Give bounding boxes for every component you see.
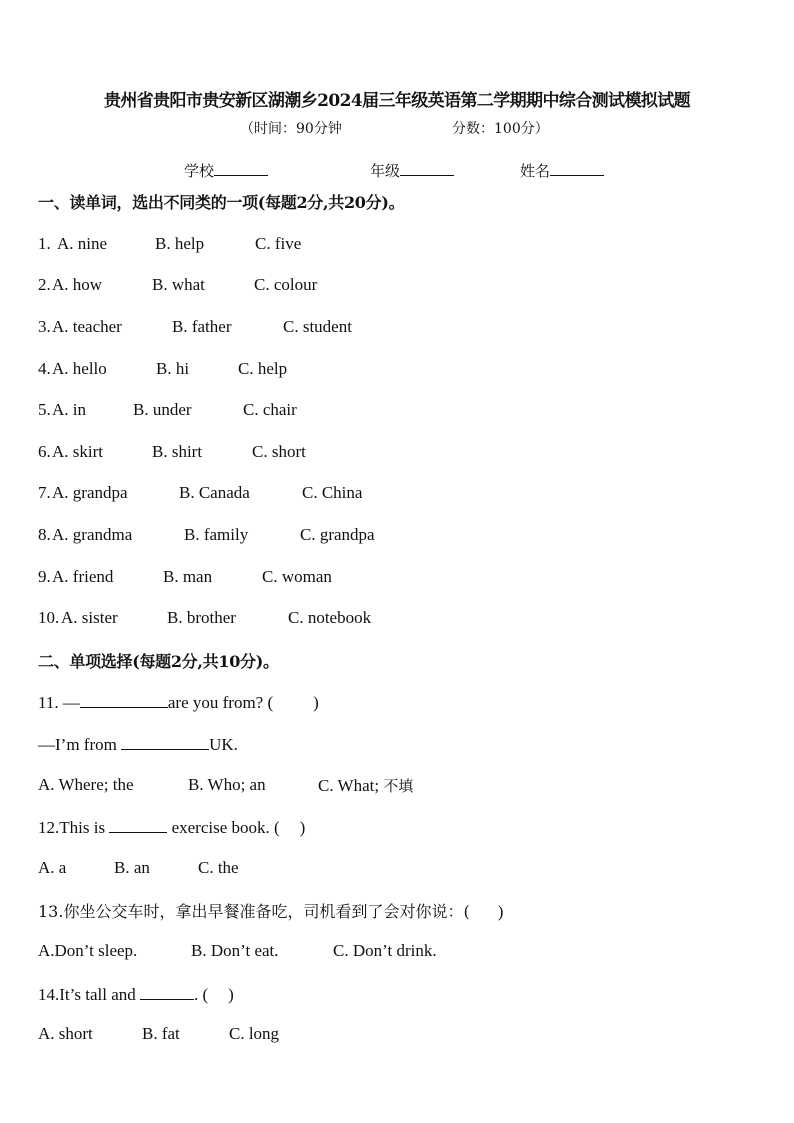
option-b[interactable]: B. father	[172, 317, 232, 336]
option-c[interactable]: C. chair	[243, 400, 297, 419]
q11-line1	[38, 691, 319, 713]
q11-end: )	[313, 693, 319, 712]
school-label: 学校	[184, 162, 215, 180]
option-b[interactable]: B. fat	[142, 1024, 180, 1043]
option-b[interactable]: B. man	[163, 567, 213, 586]
option-c[interactable]: C. student	[283, 317, 352, 336]
question-number: 9.	[38, 567, 51, 586]
option-a[interactable]: A. how	[52, 275, 103, 294]
q12-line	[38, 816, 305, 838]
page-title: 贵州省贵阳市贵安新区湖潮乡2024届三年级英语第二学期期中综合测试模拟试题	[103, 91, 691, 111]
option-a[interactable]: A. short	[38, 1024, 93, 1043]
option-a[interactable]: A. in	[52, 400, 86, 419]
option-c[interactable]: C. long	[229, 1024, 280, 1043]
option-b[interactable]: B. Canada	[179, 483, 250, 502]
option-c[interactable]: C. help	[238, 359, 288, 378]
option-a[interactable]: A. a	[38, 858, 67, 877]
q13-text: 13.你坐公交车时，拿出早餐准备吃，司机看到了会对你说：(	[38, 902, 470, 921]
name-field[interactable]	[520, 160, 604, 181]
grade-label: 年级	[370, 162, 401, 180]
q11-blank-2[interactable]	[121, 733, 209, 750]
option-b[interactable]: B. what	[152, 275, 205, 294]
exam-time: （时间：90分钟	[240, 121, 342, 137]
section1-heading: 一、读单词，选出不同类的一项(每题2分,共20分)。	[38, 193, 405, 212]
option-a[interactable]: A. friend	[52, 567, 114, 586]
q13-end: )	[497, 902, 504, 921]
q14-line	[38, 983, 234, 1005]
q11-line2-prefix: —I’m from	[38, 735, 122, 754]
question-number: 4.	[38, 359, 51, 378]
q12-end: )	[299, 818, 306, 837]
q14-end: )	[228, 985, 234, 1004]
name-label: 姓名	[520, 162, 551, 180]
question-number: 2.	[38, 275, 51, 294]
option-c[interactable]: C. grandpa	[300, 525, 375, 544]
question-number: 6.	[38, 442, 51, 461]
q14-prefix: 14.It’s tall and	[38, 985, 140, 1004]
q11-line2-suffix: UK.	[209, 735, 238, 754]
option-a[interactable]: A. grandma	[52, 525, 133, 544]
question-number: 10.	[38, 608, 60, 627]
option-c[interactable]: C. colour	[254, 275, 318, 294]
option-b[interactable]: B. an	[114, 858, 150, 877]
option-b[interactable]: B. family	[184, 525, 249, 544]
school-blank[interactable]	[214, 160, 268, 176]
option-b[interactable]: B. brother	[167, 608, 236, 627]
option-c[interactable]	[318, 775, 413, 796]
option-c[interactable]: C. five	[255, 234, 302, 253]
question-number: 8.	[38, 525, 51, 544]
option-b[interactable]: B. Who; an	[188, 775, 266, 794]
section2-heading: 二、单项选择(每题2分,共10分)。	[38, 652, 279, 671]
option-a[interactable]: A. sister	[61, 608, 118, 627]
question-number: 7.	[38, 483, 51, 502]
option-b[interactable]: B. under	[133, 400, 192, 419]
option-a[interactable]: A. grandpa	[52, 483, 128, 502]
option-b[interactable]: B. hi	[156, 359, 190, 378]
option-b[interactable]: B. Don’t eat.	[191, 941, 279, 960]
option-a[interactable]: A. skirt	[52, 442, 103, 461]
q11-blank-1[interactable]	[80, 691, 168, 708]
option-b[interactable]: B. help	[155, 234, 205, 253]
q11-prefix: 11. —	[38, 693, 80, 712]
option-a[interactable]: A.Don’t sleep.	[38, 941, 138, 960]
option-c[interactable]: C. China	[302, 483, 363, 502]
question-number: 5.	[38, 400, 51, 419]
option-c[interactable]: C. woman	[262, 567, 332, 586]
option-c[interactable]: C. Don’t drink.	[333, 941, 437, 960]
q14-blank[interactable]	[140, 983, 194, 1000]
q12-prefix: 12.This is	[38, 818, 110, 837]
option-a[interactable]: A. nine	[57, 234, 108, 253]
option-c[interactable]: C. the	[198, 858, 239, 877]
q14-suffix: . (	[193, 985, 209, 1004]
option-a[interactable]: A. teacher	[52, 317, 122, 336]
name-blank[interactable]	[550, 160, 604, 176]
school-field[interactable]	[184, 160, 268, 181]
grade-blank[interactable]	[400, 160, 454, 176]
option-b[interactable]: B. shirt	[152, 442, 203, 461]
question-number: 1.	[38, 234, 51, 253]
q12-blank[interactable]	[109, 816, 167, 833]
grade-field[interactable]	[370, 160, 454, 181]
option-c[interactable]: C. short	[252, 442, 306, 461]
question-number: 3.	[38, 317, 51, 336]
option-a[interactable]: A. Where; the	[38, 775, 134, 794]
option-c[interactable]: C. notebook	[288, 608, 372, 627]
option-c-text: C. What;	[318, 776, 380, 795]
q13-line	[38, 899, 503, 922]
q12-suffix: exercise book. (	[171, 818, 280, 837]
q11-suffix: are you from? (	[167, 693, 274, 712]
exam-score: 分数：100分）	[452, 121, 549, 137]
option-a[interactable]: A. hello	[52, 359, 107, 378]
q11-line2	[38, 733, 238, 755]
option-c-chinese: 不填	[383, 777, 414, 795]
